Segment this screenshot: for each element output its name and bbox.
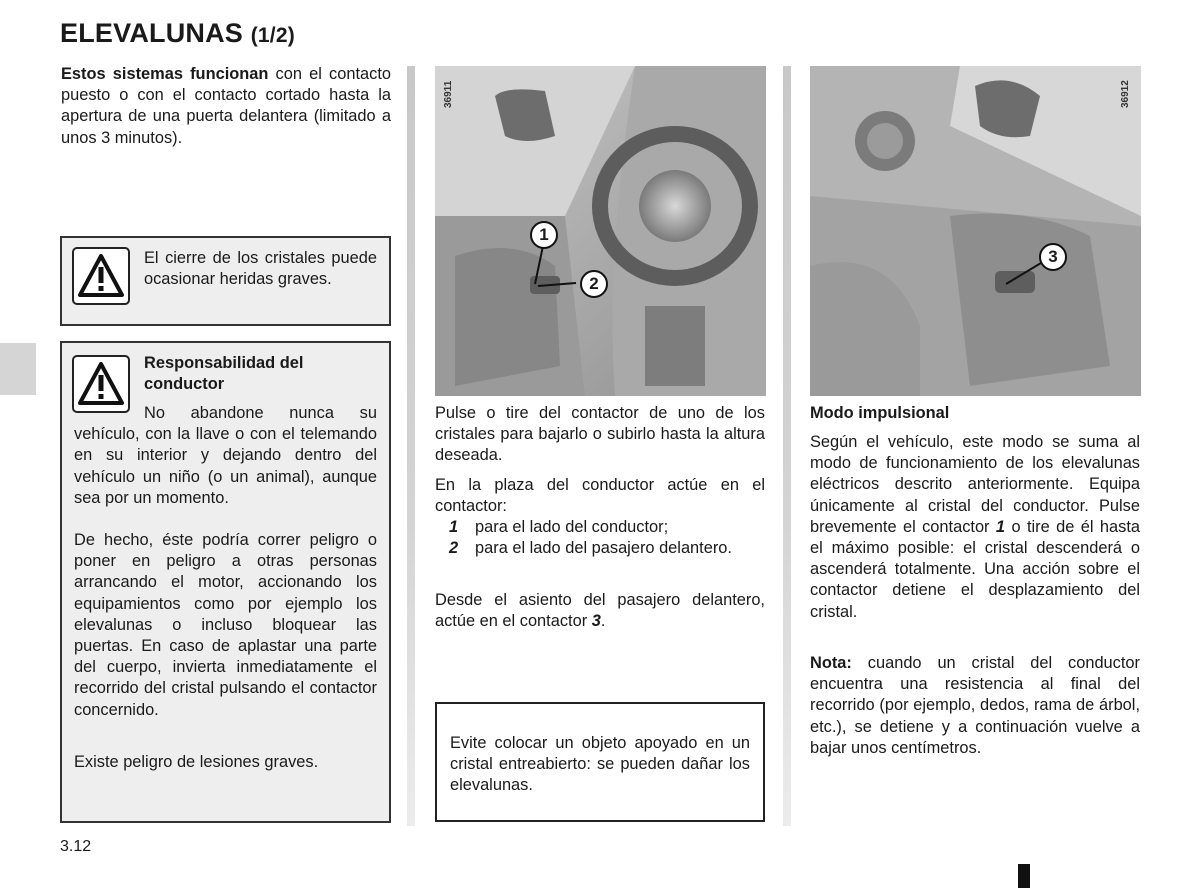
column-divider-left	[407, 66, 415, 826]
right-para-1	[810, 432, 1140, 623]
callout-leader-lines	[435, 66, 766, 396]
middle-para-1: Pulse o tire del contactor de uno de los cristales para bajarlo o subirlo hasta la altura deseada.	[435, 404, 765, 465]
figure-2-code: 36912	[1120, 80, 1131, 108]
list-number: 1	[449, 518, 459, 536]
nota-text: cuando un cristal del conductor encuentra una resistencia al final del recorrido (por ejemplo, dedos, rama de árbol, etc.), se detiene y a continuación vuelve a bajar unos centímetros.	[810, 654, 1140, 757]
right-heading: Modo impulsional	[810, 404, 950, 422]
title-suffix: (1/2)	[250, 24, 295, 47]
page-number: 3.12	[60, 838, 92, 855]
figure-driver-door	[435, 66, 766, 396]
warning-2-para3: Existe peligro de lesiones graves.	[74, 753, 319, 771]
list-number: 2	[449, 539, 459, 558]
callout-1: 1	[530, 221, 558, 249]
page-title	[60, 18, 295, 49]
warning-2-heading: Responsabilidad del conductor	[144, 354, 304, 394]
thumb-index-mark	[1018, 864, 1030, 888]
list-item	[435, 517, 765, 538]
figure-1-code: 36911	[443, 80, 454, 108]
note-text: Evite colocar un objeto apoyado en un cristal entreabierto: se pueden dañar los elevalunas.	[450, 734, 750, 795]
right-para1-ref: 1	[995, 517, 1006, 536]
column-divider-right	[783, 66, 791, 826]
list-item	[435, 538, 765, 559]
para3-ref: 3	[591, 612, 601, 631]
contactor-list	[435, 517, 765, 559]
middle-para-3	[435, 590, 765, 632]
list-text: para el lado del conductor;	[475, 518, 669, 536]
note-box	[435, 702, 765, 822]
para3-start: Desde el asiento del pasajero delantero, actúe en el contactor	[435, 591, 765, 631]
intro-rest: con el contacto puesto o con el contacto cortado hasta la apertura de una puerta delantera (limitado a unos 3 minutos).	[61, 65, 391, 147]
intro-bold: Estos sistemas funcionan	[61, 65, 269, 83]
callout-3: 3	[1039, 243, 1067, 271]
para3-end: .	[600, 612, 606, 631]
middle-para-2: En la plaza del conductor actúe en el contactor:	[435, 476, 765, 516]
warning-box-1	[60, 236, 391, 326]
nota-label: Nota:	[810, 654, 852, 672]
warning-triangle-icon	[72, 247, 130, 305]
right-para-2	[810, 653, 1140, 759]
list-text: para el lado del pasajero delantero.	[475, 539, 732, 558]
figure-passenger-door	[810, 66, 1141, 396]
warning-1-text: El cierre de los cristales puede ocasionar heridas graves.	[144, 249, 377, 289]
warning-2-para1: No abandone nunca su vehículo, con la llave o con el telemando en su interior y dejando dentro del vehículo un niño (o un animal), aunque sea por un momento.	[74, 404, 377, 507]
section-tab	[0, 343, 36, 395]
callout-leader-line-3	[810, 66, 1141, 396]
warning-2-para2: De hecho, éste podría correr peligro o poner en peligro a otras personas arrancando el motor, accionando los equipamientos como por ejemplo los elevalunas o incluso bloquear las puertas. En caso de aplastar una parte del cuerpo, invierta inmediatamente el recorrido del cristal pulsando el contactor concernido.	[74, 531, 377, 719]
title-text: ELEVALUNAS	[60, 18, 244, 48]
warning-box-2	[60, 341, 391, 823]
intro-paragraph	[61, 64, 391, 149]
right-para1-end: o tire de él hasta el máximo posible: el cristal descenderá o ascenderá totalmente. Una acción sobre el contactor detiene el desplazamiento del cristal.	[810, 517, 1140, 621]
callout-2: 2	[580, 270, 608, 298]
right-para1-start: Según el vehículo, este modo se suma al modo de funcionamiento de los elevalunas eléctricos descrito anteriormente. Equipa únicamente al cristal del conductor. Pulse brevemente el contactor	[810, 433, 1140, 536]
